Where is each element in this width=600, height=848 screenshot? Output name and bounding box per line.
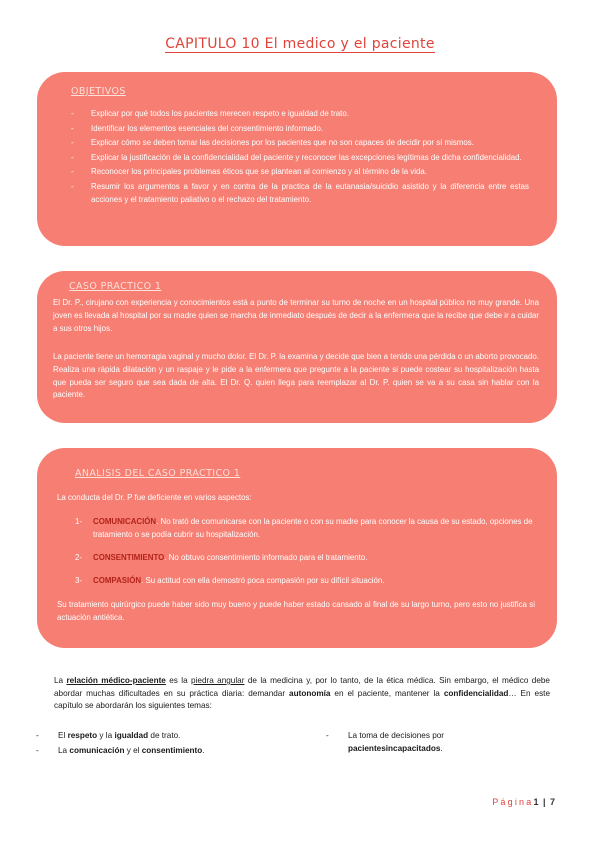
- topic-left-1: [36, 730, 256, 743]
- item-text: . Su actitud con ella demostró poca compasión por su difícil situación.: [141, 576, 385, 585]
- analisis-intro: La conducta del Dr. P fue deficiente en varios aspectos:: [57, 493, 252, 502]
- list-item: - Explicar la justificación de la confidencialidad del paciente y reconocer las excepciones legítimas de dicha confidencialidad.: [71, 152, 529, 165]
- intro-text: … En este capítulo se abordarán los siguientes temas:: [54, 688, 550, 711]
- confidencialidad-term: confidencialidad: [443, 688, 509, 698]
- item-text: . No trató de comunicarse con la paciente o con su madre para conocer la causa de su estado, opciones de tratamiento o se podía cubrir su hospitalización.: [93, 517, 533, 539]
- bullet-dash: -: [36, 746, 39, 755]
- topic-text: La: [58, 746, 70, 755]
- topic-text: .: [440, 743, 443, 753]
- analisis-item-comunicacion: [75, 516, 535, 542]
- intro-text: en el paciente, mantener la: [330, 688, 444, 698]
- intro-text: de la medicina y, por lo tanto, de la ética médica. Sin embargo, el médico debe abordar muchas dificultades en su práctica diaria: demandar: [54, 676, 550, 698]
- analisis-item-compasion: [75, 575, 535, 588]
- topic-left-2: [36, 745, 276, 758]
- list-item: - Reconocer los principales problemas éticos que se plantean al comienzo y al término de la vida.: [71, 166, 529, 179]
- bullet-dash: -: [36, 731, 39, 740]
- topic-bold: comunicación: [69, 746, 125, 755]
- page-label: Página: [492, 797, 534, 807]
- list-item: - Explicar por qué todos los pacientes merecen respeto e igualdad de trato.: [71, 108, 529, 121]
- intro-text: La: [54, 676, 67, 685]
- topic-bold: igualdad: [114, 731, 149, 740]
- list-item: - Explicar cómo se deben tomar las decisiones por los pacientes que no son capaces de decidir por sí mismos.: [71, 137, 529, 150]
- autonomia-term: autonomía: [289, 688, 331, 698]
- topic-text: y la: [97, 731, 115, 740]
- objetivos-box: [37, 72, 557, 246]
- item-term: COMUNICACIÓN: [93, 517, 157, 526]
- list-item: - Resumir los argumentos a favor y en contra de la practica de la eutanasia/suicidio asistido y la diferencia entre estas acciones y el tratamiento paliativo o el rechazo del tratamiento.: [71, 181, 529, 206]
- topic-text: de trato.: [148, 731, 181, 740]
- item-number: 1-: [75, 517, 83, 526]
- caso-paragraph-2: La paciente tiene un hemorragia vaginal y mucho dolor. El Dr. P. la examina y decide que bien a tenido una pérdida o un aborto provocado. Realiza una rápida dilatación y un raspaje y le pide a la enfermera que pregunte a la paciente si puede costear su hospitalización hasta que pueda ser seguro que sea dada de alta. El Dr. Q. quien llega para reemplazar al Dr. P. quien se va a su casa sin hablar con la paciente.: [53, 352, 539, 400]
- analisis-box: [37, 448, 557, 648]
- caso-heading: CASO PRACTICO 1: [69, 281, 162, 292]
- item-text: . No obtuvo consentimiento informado para el tratamiento.: [164, 553, 368, 562]
- bullet-dash: -: [326, 731, 329, 740]
- objetivos-heading: OBJETIVOS: [71, 86, 126, 97]
- topic-text: La toma de decisiones por: [348, 731, 445, 740]
- page-title-text: CAPITULO 10 El medico y el paciente: [165, 36, 435, 52]
- topic-bold: consentimiento: [141, 746, 203, 755]
- piedra-term: piedra angular: [191, 676, 245, 685]
- page-footer: [492, 797, 556, 807]
- caso-box: [37, 271, 557, 423]
- topic-text: El: [58, 731, 68, 740]
- analisis-item-consentimiento: [75, 552, 535, 565]
- topic-bold: pacientesincapacitados: [348, 743, 441, 753]
- caso-paragraph-1: El Dr. P., cirujano con experiencia y conocimientos está a punto de terminar su turno de noche en un hospital público no muy grande. Una joven es llevada al hospital por su madre quien se marcha de inmediato después de decir a la enfermera que la recibe que debe ir a cuidar a sus otros hijos.: [53, 298, 539, 333]
- topic-bold: respeto: [67, 731, 98, 740]
- list-item: - Identificar los elementos esenciales del consentimiento informado.: [71, 123, 529, 136]
- item-term: CONSENTIMIENTO: [93, 553, 165, 562]
- relacion-term: relación médico-paciente: [66, 676, 166, 685]
- topic-right-1: [326, 730, 506, 755]
- intro-text: es la: [165, 676, 192, 685]
- analisis-closing: Su tratamiento quirúrgico puede haber sido muy bueno y puede haber estado cansado al final de su largo turno, pero esto no justifica si actuación antiética.: [57, 600, 535, 622]
- intro-paragraph: [54, 675, 550, 713]
- topic-text: y el: [124, 746, 142, 755]
- item-number: 2-: [75, 553, 83, 562]
- objetivos-list: [71, 108, 529, 208]
- page-title: [0, 36, 600, 52]
- item-number: 3-: [75, 576, 83, 585]
- item-term: COMPASIÓN: [93, 576, 142, 585]
- analisis-heading: ANALISIS DEL CASO PRACTICO 1: [75, 468, 241, 479]
- page-number: 1 | 7: [533, 797, 556, 807]
- topic-text: .: [202, 746, 205, 755]
